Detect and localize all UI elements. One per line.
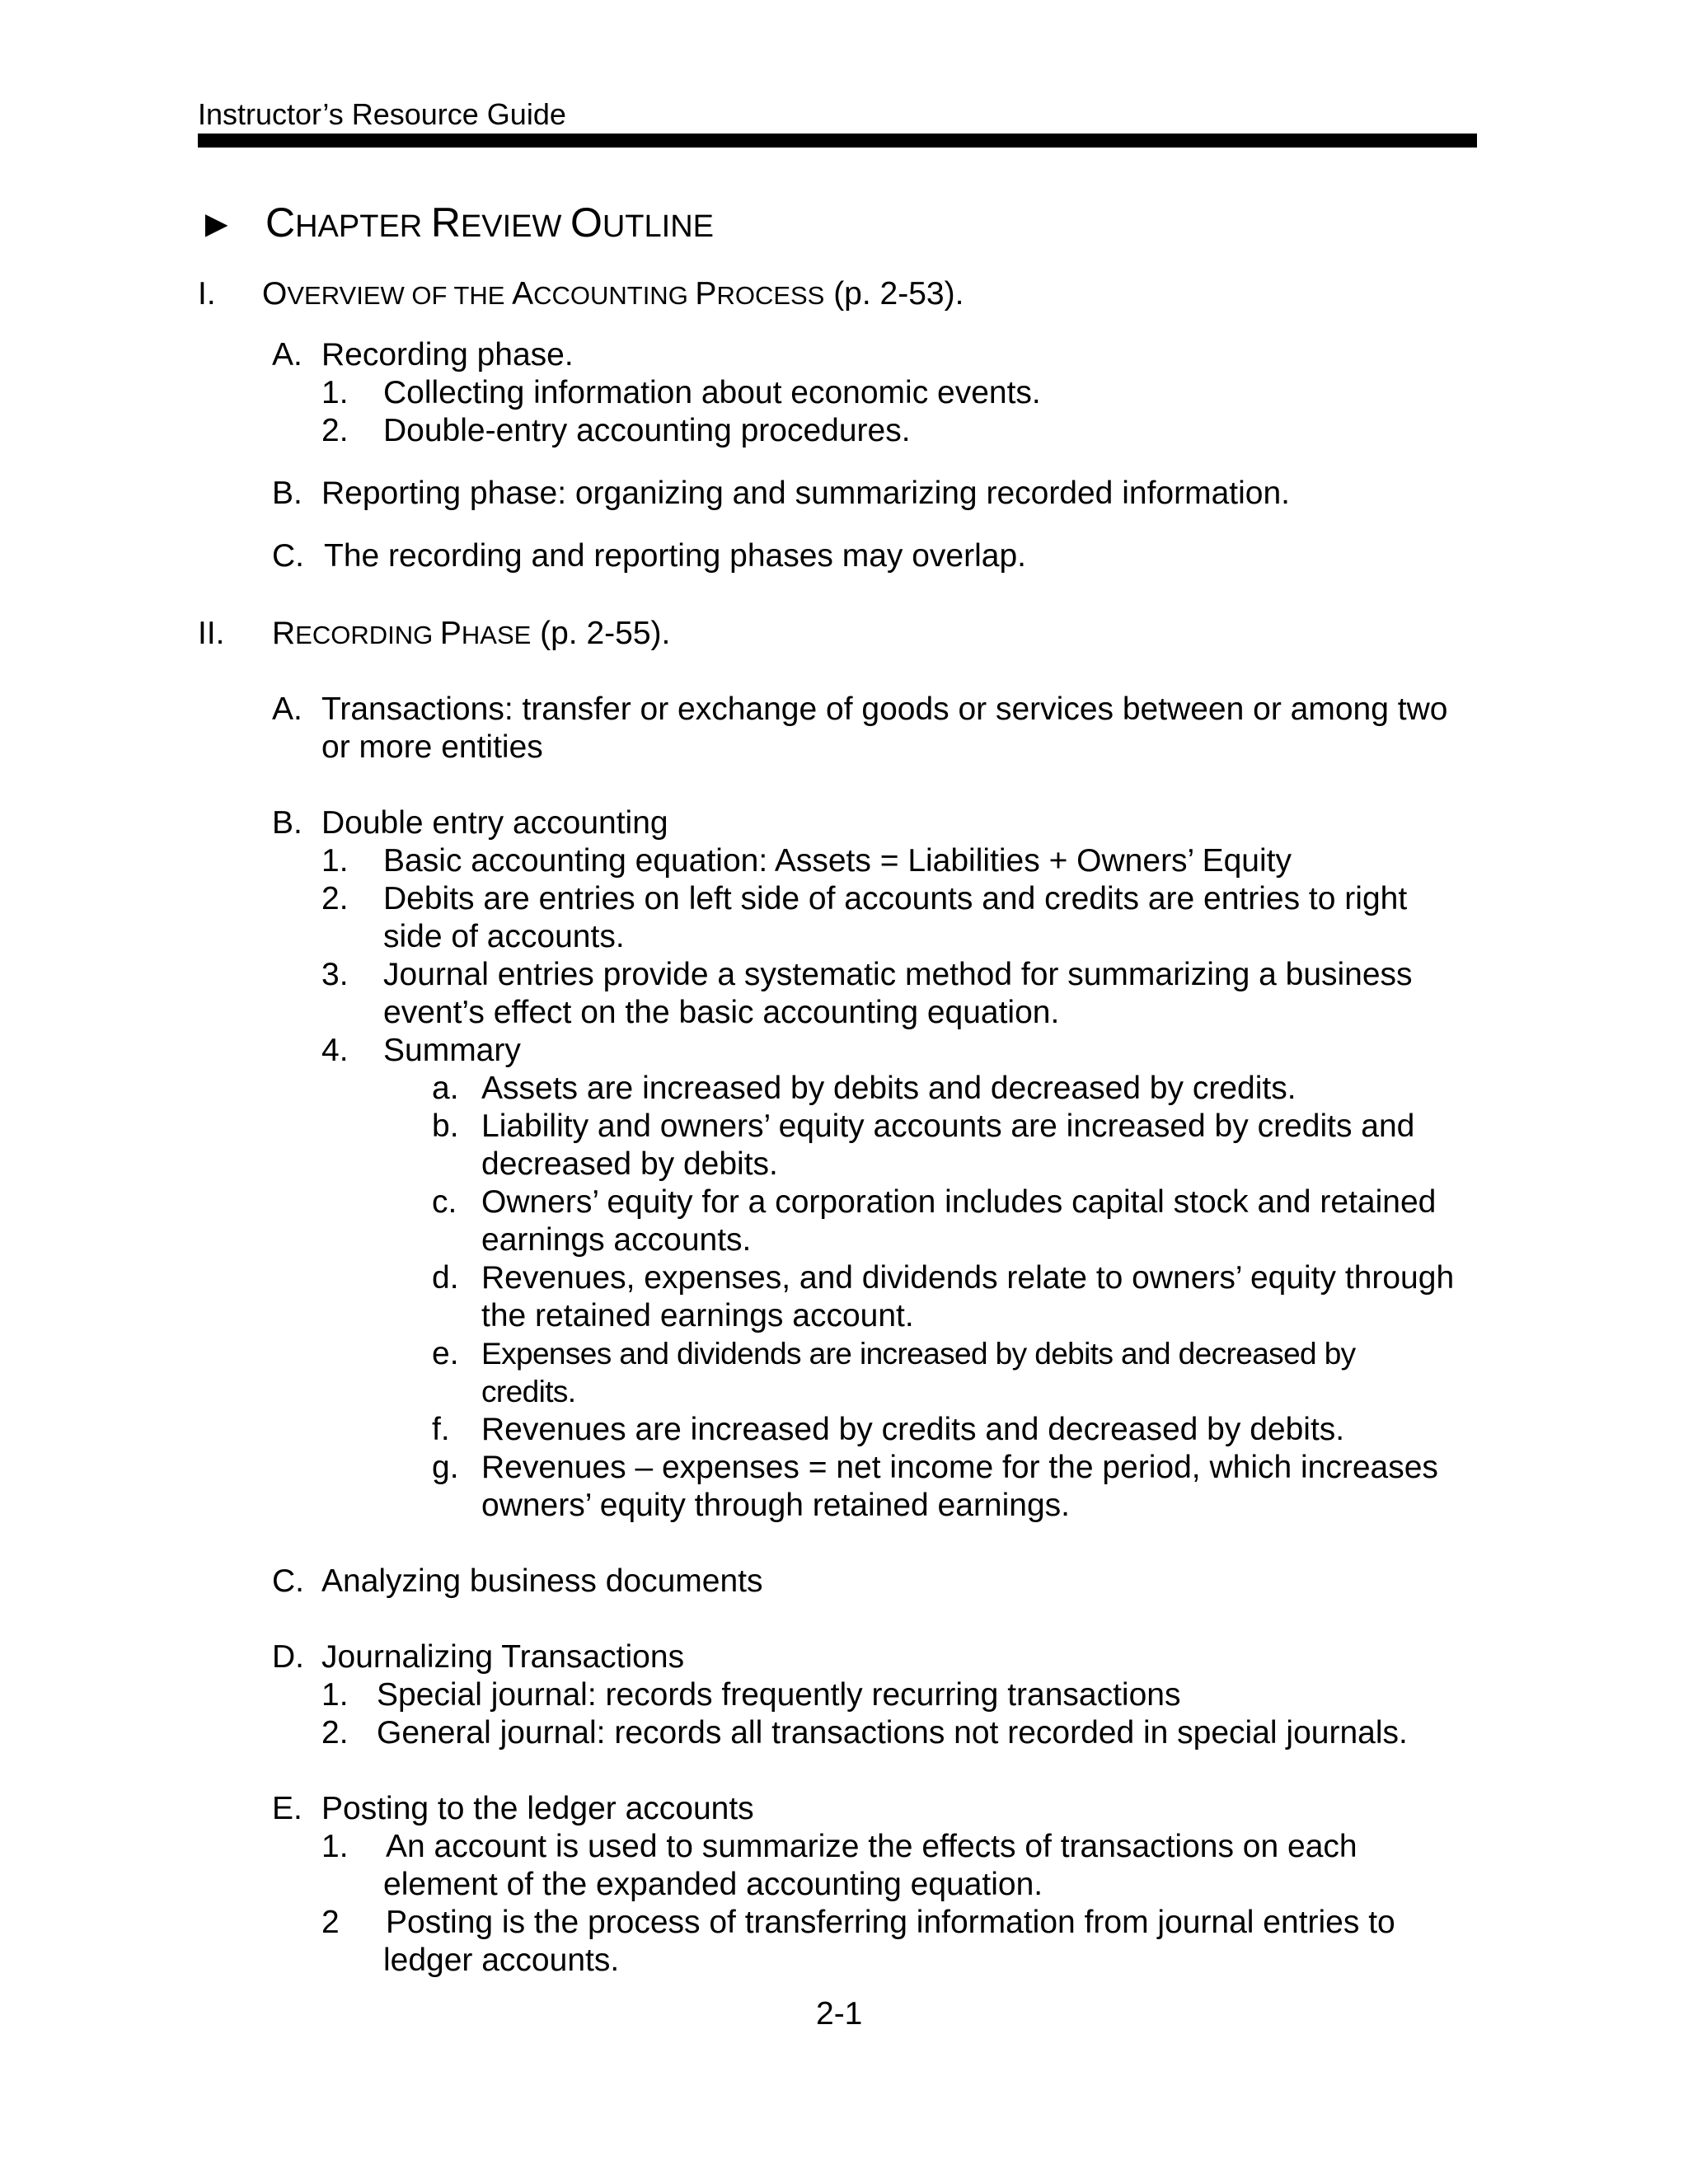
- summary-text: Revenues, expenses, and dividends relate to owners’ equity through: [481, 1260, 1455, 1296]
- summary-letter: e.: [432, 1336, 459, 1371]
- outline-item-text: Transactions: transfer or exchange of goods or services between or among two: [321, 691, 1448, 727]
- summary-text: Liability and owners’ equity accounts are increased by credits and: [481, 1108, 1415, 1144]
- outline-item-text: Reporting phase: organizing and summarizing recorded information.: [321, 476, 1290, 511]
- outline-letter: B.: [272, 476, 302, 511]
- outline-number: 1.: [321, 375, 349, 410]
- outline-subitem-text: Collecting information about economic events.: [383, 375, 1041, 410]
- summary-text: owners’ equity through retained earnings.: [481, 1488, 1070, 1523]
- outline-subitem-text: Summary: [383, 1033, 521, 1068]
- outline-subitem-text: Posting is the process of transferring information from journal entries to: [386, 1905, 1395, 1940]
- outline-subitem-text: Double-entry accounting procedures.: [383, 413, 911, 448]
- outline-subitem-text: Journal entries provide a systematic method for summarizing a business: [383, 957, 1413, 992]
- outline-number: 1.: [321, 1829, 349, 1864]
- outline-subitem-text: ledger accounts.: [383, 1943, 620, 1978]
- outline-number: 1.: [321, 1677, 349, 1713]
- section-heading: OVERVIEW OF THE ACCOUNTING PROCESS (p. 2-53).: [262, 276, 964, 312]
- summary-letter: b.: [432, 1108, 459, 1144]
- summary-text: credits.: [481, 1375, 576, 1408]
- outline-letter: C.: [272, 538, 304, 574]
- outline-item-text: Journalizing Transactions: [321, 1639, 685, 1675]
- summary-text: Owners’ equity for a corporation includes capital stock and retained: [481, 1184, 1437, 1220]
- summary-text: earnings accounts.: [481, 1222, 752, 1258]
- summary-text: the retained earnings account.: [481, 1298, 914, 1333]
- summary-text: decreased by debits.: [481, 1146, 778, 1182]
- page-number: 2-1: [816, 1996, 863, 2032]
- summary-letter: c.: [432, 1184, 457, 1220]
- outline-item-text: The recording and reporting phases may overlap.: [324, 538, 1026, 574]
- summary-letter: f.: [432, 1412, 450, 1447]
- summary-text: Revenues are increased by credits and decreased by debits.: [481, 1412, 1345, 1447]
- outline-item-text: Recording phase.: [321, 337, 574, 373]
- section-heading: RECORDING PHASE (p. 2-55).: [272, 616, 671, 651]
- summary-text: Revenues – expenses = net income for the period, which increases: [481, 1450, 1438, 1485]
- outline-letter: A.: [272, 691, 302, 727]
- outline-letter: C.: [272, 1563, 304, 1599]
- outline-subitem-text: event’s effect on the basic accounting equation.: [383, 995, 1060, 1030]
- outline-item-text: Double entry accounting: [321, 805, 668, 841]
- outline-number: 4.: [321, 1033, 349, 1068]
- outline-subitem-text: Basic accounting equation: Assets = Liabilities + Owners’ Equity: [383, 843, 1292, 879]
- outline-number: 2: [321, 1905, 340, 1940]
- outline-item-text: or more entities: [321, 729, 543, 765]
- running-header: Instructor’s Resource Guide: [198, 97, 566, 131]
- outline-letter: B.: [272, 805, 302, 841]
- outline-subitem-text: Debits are entries on left side of accounts and credits are entries to right: [383, 881, 1408, 916]
- summary-text: Assets are increased by debits and decreased by credits.: [481, 1071, 1296, 1106]
- outline-subitem-text: Special journal: records frequently recurring transactions: [377, 1677, 1181, 1713]
- outline-letter: D.: [272, 1639, 304, 1675]
- outline-item-text: Analyzing business documents: [321, 1563, 763, 1599]
- section-numeral: II.: [198, 616, 225, 651]
- chapter-title: ► CHAPTER REVIEW OUTLINE: [198, 198, 714, 251]
- outline-letter: A.: [272, 337, 302, 373]
- outline-subitem-text: General journal: records all transactions not recorded in special journals.: [377, 1715, 1408, 1750]
- section-numeral: I.: [198, 276, 216, 312]
- outline-subitem-text: An account is used to summarize the effects of transactions on each: [386, 1829, 1357, 1864]
- outline-number: 2.: [321, 881, 349, 916]
- summary-letter: a.: [432, 1071, 459, 1106]
- outline-letter: E.: [272, 1791, 302, 1826]
- outline-item-text: Posting to the ledger accounts: [321, 1791, 754, 1826]
- outline-subitem-text: element of the expanded accounting equation.: [383, 1867, 1043, 1902]
- summary-letter: d.: [432, 1260, 459, 1296]
- outline-number: 2.: [321, 1715, 349, 1750]
- outline-number: 2.: [321, 413, 349, 448]
- header-rule: [198, 134, 1477, 148]
- summary-letter: g.: [432, 1450, 459, 1485]
- outline-subitem-text: side of accounts.: [383, 919, 625, 954]
- outline-number: 3.: [321, 957, 349, 992]
- outline-number: 1.: [321, 843, 349, 879]
- arrow-marker-icon: ►: [198, 202, 236, 245]
- summary-text: Expenses and dividends are increased by debits and decreased by: [481, 1337, 1356, 1371]
